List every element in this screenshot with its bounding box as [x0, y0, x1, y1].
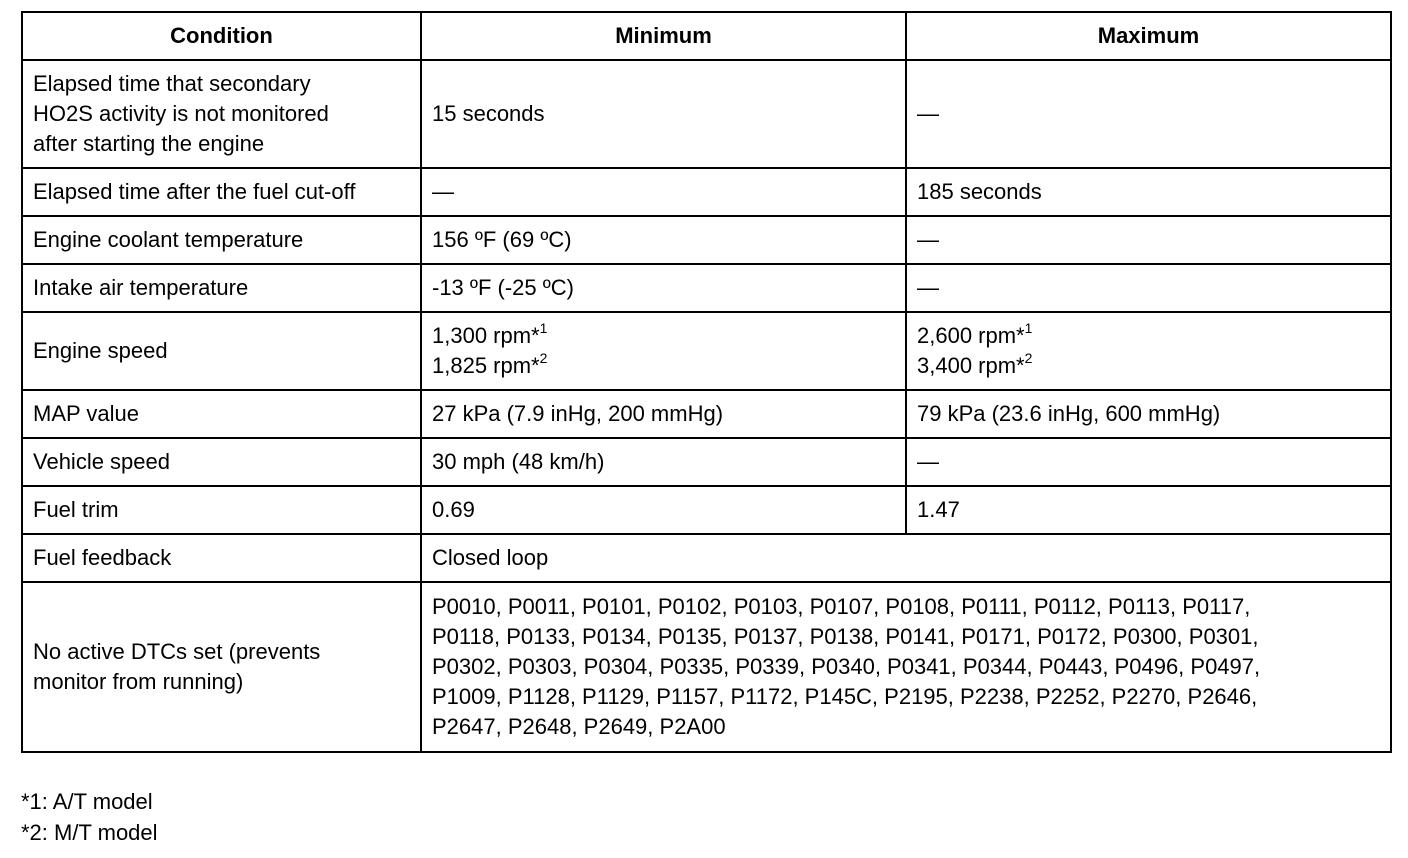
maximum-cell: 1.47: [906, 486, 1391, 534]
minimum-cell: 27 kPa (7.9 inHg, 200 mmHg): [421, 390, 906, 438]
table-row: [22, 312, 1391, 390]
rpm-value: [917, 321, 1380, 351]
rpm-text: 2,600 rpm*: [917, 323, 1025, 348]
footnote-ref: 2: [539, 349, 548, 366]
footnote-at-model: *1: A/T model: [21, 789, 153, 814]
dtc-line: P1009, P1128, P1129, P1157, P1172, P145C, P2195, P2238, P2252, P2270, P2646,: [432, 684, 1258, 709]
table-row: [22, 438, 1391, 486]
table-row: [22, 168, 1391, 216]
condition-cell: Engine coolant temperature: [22, 216, 421, 264]
maximum-cell: 185 seconds: [906, 168, 1391, 216]
table-row: [22, 60, 1391, 168]
table-header-row: [22, 12, 1391, 60]
maximum-cell: —: [906, 438, 1391, 486]
condition-cell: Intake air temperature: [22, 264, 421, 312]
maximum-cell: —: [906, 216, 1391, 264]
condition-cell: Vehicle speed: [22, 438, 421, 486]
condition-cell: [22, 582, 421, 752]
footnotes: [21, 786, 158, 848]
condition-cell: Fuel feedback: [22, 534, 421, 582]
value-cell: Closed loop: [421, 534, 1391, 582]
condition-cell: Engine speed: [22, 312, 421, 390]
condition-text: Elapsed time that secondary: [33, 71, 311, 96]
minimum-cell: 30 mph (48 km/h): [421, 438, 906, 486]
condition-cell: MAP value: [22, 390, 421, 438]
maximum-cell: —: [906, 264, 1391, 312]
conditions-table: [21, 11, 1392, 753]
header-minimum: Minimum: [421, 12, 906, 60]
dtc-line: P2647, P2648, P2649, P2A00: [432, 714, 726, 739]
minimum-cell: 156 ºF (69 ºC): [421, 216, 906, 264]
table-row: [22, 390, 1391, 438]
condition-text: HO2S activity is not monitored: [33, 101, 329, 126]
footnote-ref: 1: [539, 319, 548, 336]
table-row: [22, 582, 1391, 752]
dtc-line: P0010, P0011, P0101, P0102, P0103, P0107, P0108, P0111, P0112, P0113, P0117,: [432, 594, 1251, 619]
minimum-cell: 15 seconds: [421, 60, 906, 168]
maximum-cell: 79 kPa (23.6 inHg, 600 mmHg): [906, 390, 1391, 438]
minimum-cell: -13 ºF (-25 ºC): [421, 264, 906, 312]
table-row: [22, 486, 1391, 534]
minimum-cell: 0.69: [421, 486, 906, 534]
dtc-list-cell: [421, 582, 1391, 752]
rpm-value: [432, 321, 895, 351]
header-condition: Condition: [22, 12, 421, 60]
footnote-ref: 2: [1024, 349, 1033, 366]
condition-cell: [22, 60, 421, 168]
rpm-value: [432, 351, 895, 381]
rpm-text: 1,300 rpm*: [432, 323, 540, 348]
condition-text: monitor from running): [33, 669, 244, 694]
maximum-cell: [906, 312, 1391, 390]
rpm-text: 3,400 rpm*: [917, 353, 1025, 378]
table-row: [22, 264, 1391, 312]
dtc-line: P0302, P0303, P0304, P0335, P0339, P0340, P0341, P0344, P0443, P0496, P0497,: [432, 654, 1261, 679]
condition-cell: Fuel trim: [22, 486, 421, 534]
rpm-text: 1,825 rpm*: [432, 353, 540, 378]
minimum-cell: [421, 312, 906, 390]
dtc-line: P0118, P0133, P0134, P0135, P0137, P0138, P0141, P0171, P0172, P0300, P0301,: [432, 624, 1259, 649]
footnote-ref: 1: [1024, 319, 1033, 336]
maximum-cell: —: [906, 60, 1391, 168]
minimum-cell: —: [421, 168, 906, 216]
header-maximum: Maximum: [906, 12, 1391, 60]
condition-cell: Elapsed time after the fuel cut-off: [22, 168, 421, 216]
condition-text: No active DTCs set (prevents: [33, 639, 321, 664]
rpm-value: [917, 351, 1380, 381]
table-row: [22, 216, 1391, 264]
table-row: [22, 534, 1391, 582]
footnote-mt-model: *2: M/T model: [21, 820, 158, 845]
condition-text: after starting the engine: [33, 131, 265, 156]
